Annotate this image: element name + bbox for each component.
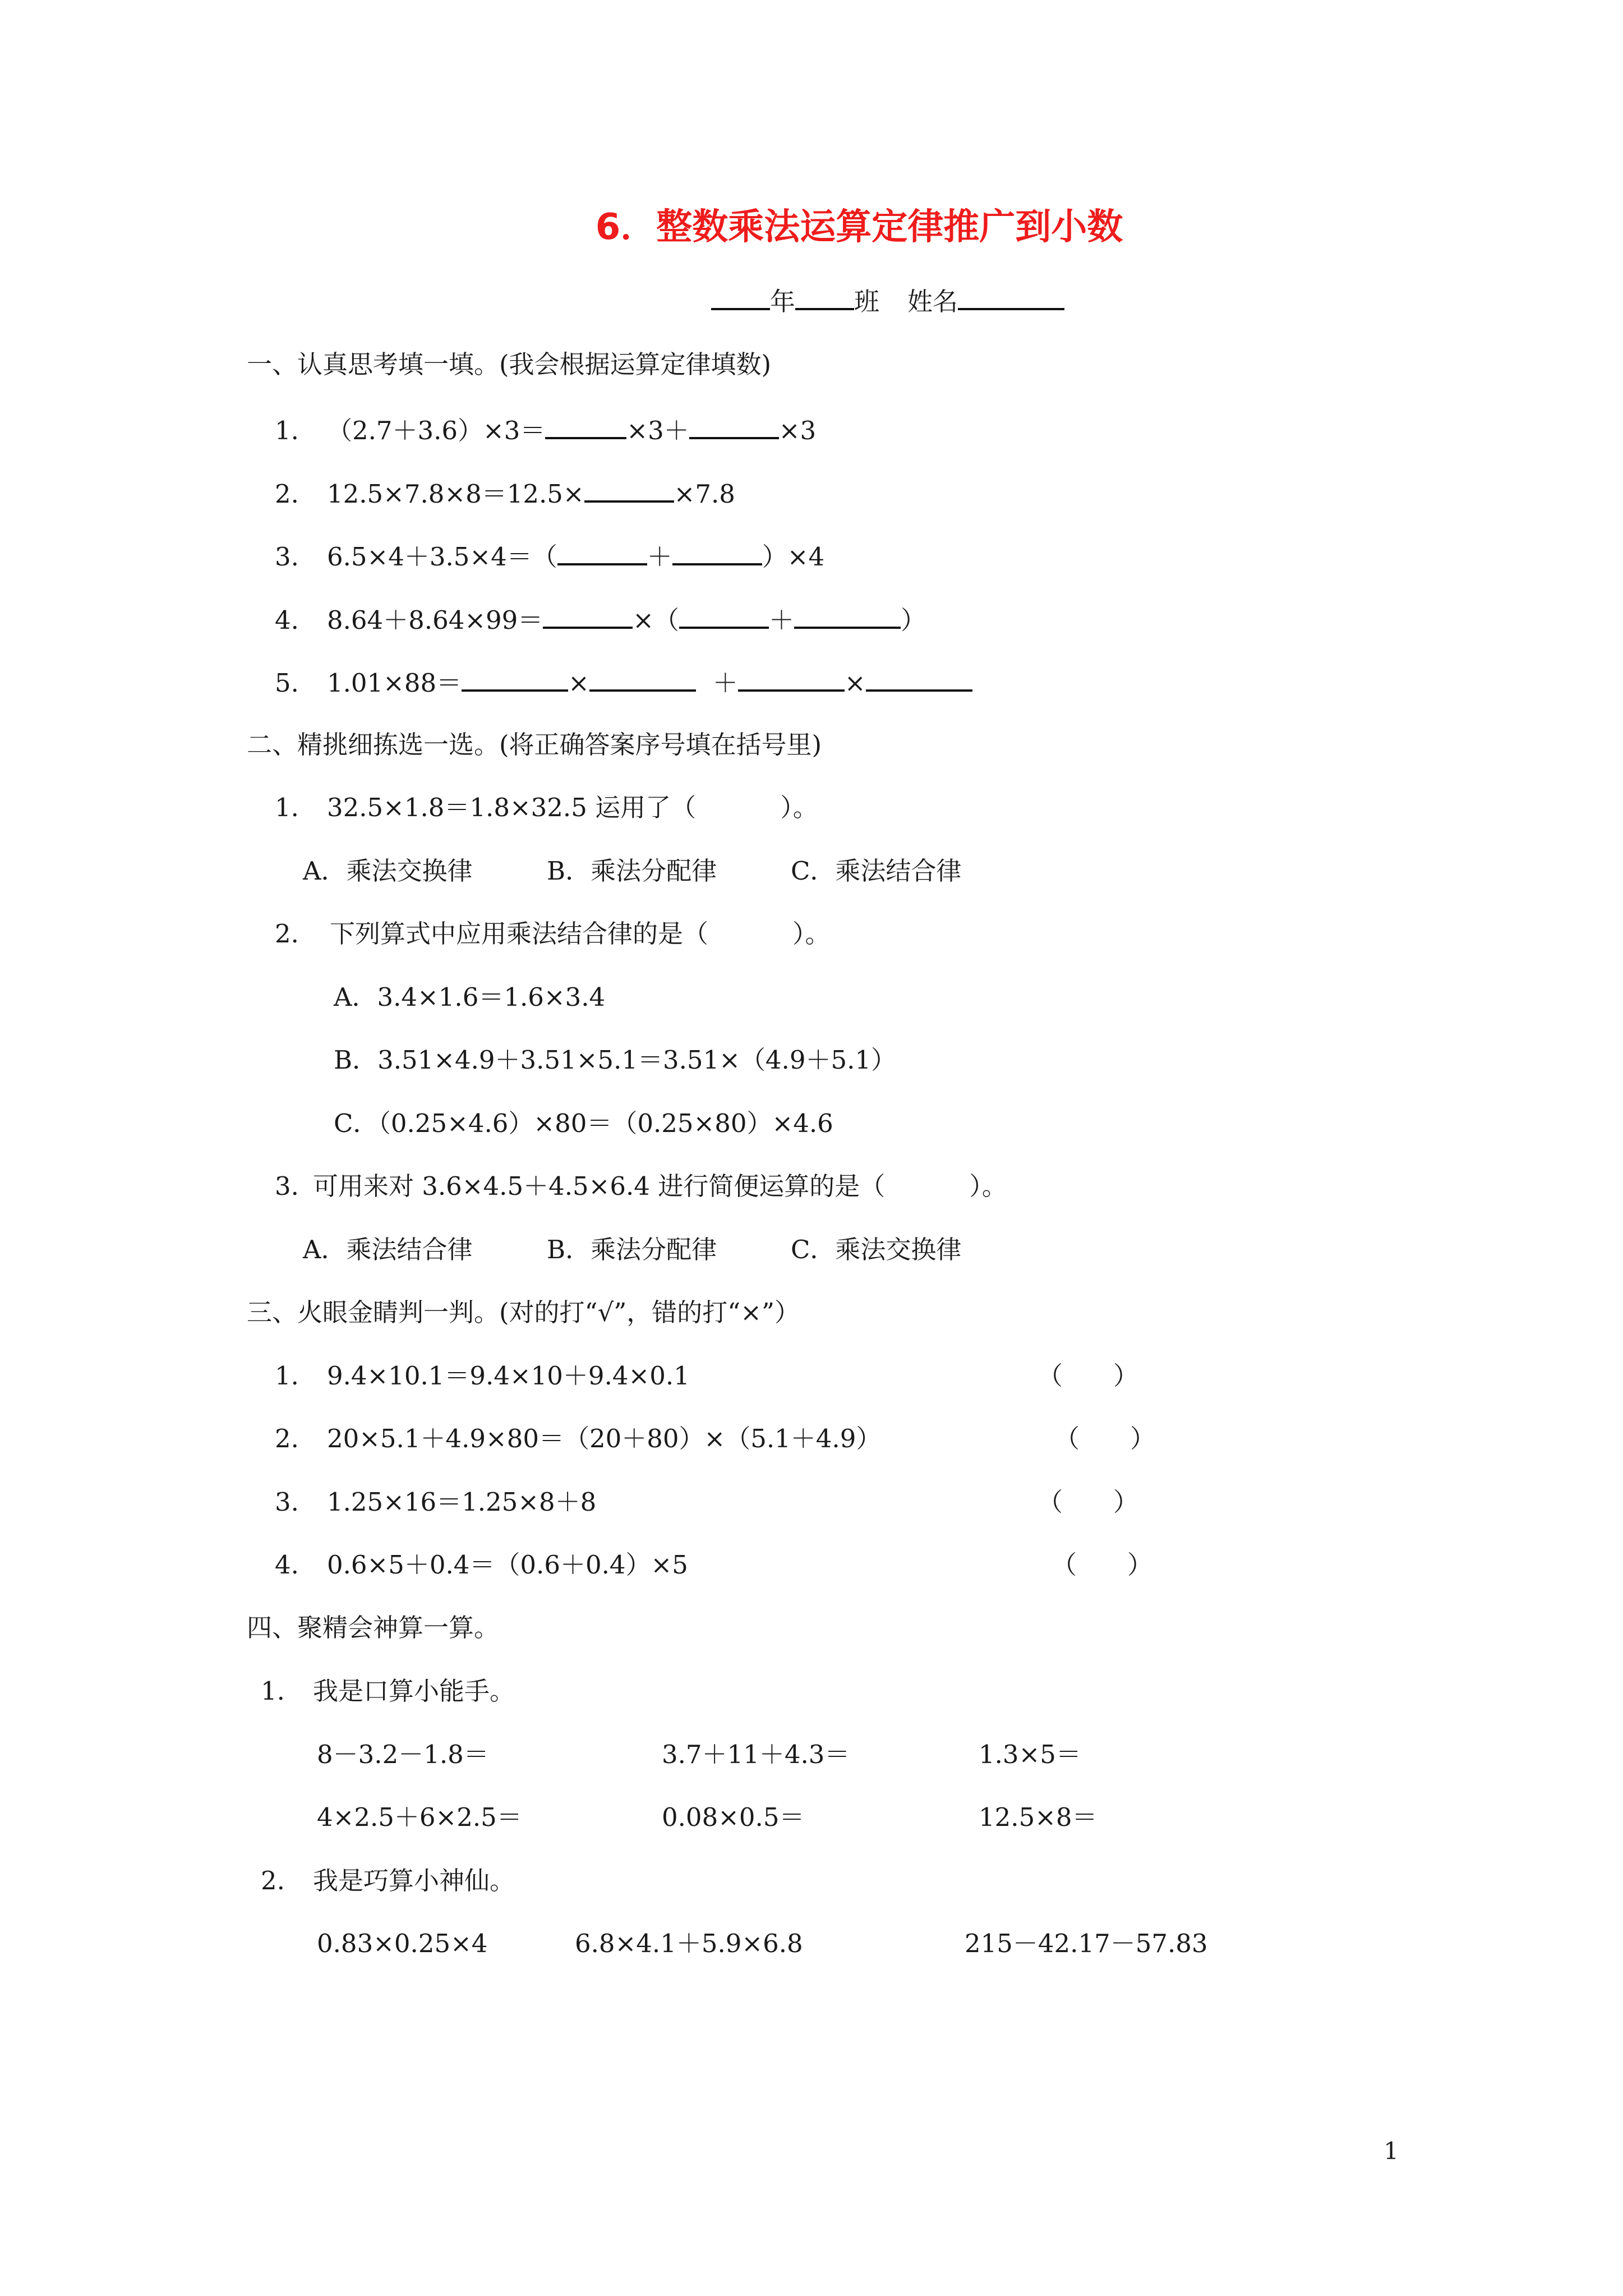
s3-item-4: 4. 0.6×5＋0.4＝（0.6＋0.4）×5 xyxy=(275,1550,688,1580)
class-label: 班 xyxy=(854,287,880,316)
s4-part-1-title: 1. 我是口算小能手。 xyxy=(261,1676,515,1706)
judge-bracket[interactable]: （ ） xyxy=(1038,1487,1139,1517)
s2-q3-option-b[interactable]: B．乘法分配律 xyxy=(547,1235,717,1264)
s2-q1-option-b[interactable]: B．乘法分配律 xyxy=(547,856,717,886)
clever-calc-item: 6.8×4.1＋5.9×6.8 xyxy=(575,1929,803,1958)
answer-blank[interactable] xyxy=(689,412,779,439)
s2-q2-option-a[interactable]: A．3.4×1.6＝1.6×3.4 xyxy=(334,982,606,1012)
section-4-heading: 四、聚精会神算一算。 xyxy=(247,1613,500,1642)
s4-part-2-title: 2. 我是巧算小神仙。 xyxy=(261,1866,515,1895)
s2-q3-option-c[interactable]: C．乘法交换律 xyxy=(791,1235,962,1264)
answer-blank[interactable] xyxy=(794,602,901,629)
answer-blank[interactable] xyxy=(672,539,762,565)
page-title: 6．整数乘法运算定律推广到小数 xyxy=(595,206,1123,248)
s1-item-3: 3. 6.5×4＋3.5×4＝（ ＋ ）×4 xyxy=(275,539,824,574)
s2-q3-option-a[interactable]: A．乘法结合律 xyxy=(303,1235,473,1264)
answer-blank[interactable] xyxy=(462,665,568,692)
s2-q2-option-b[interactable]: B．3.51×4.9＋3.51×5.1＝3.51×（4.9＋5.1） xyxy=(334,1045,897,1075)
oral-calc-item: 4×2.5＋6×2.5＝ xyxy=(317,1802,522,1832)
answer-blank[interactable] xyxy=(679,602,769,629)
oral-calc-item: 3.7＋11＋4.3＝ xyxy=(662,1740,850,1769)
page-number: 1 xyxy=(1384,2137,1399,2165)
answer-blank[interactable] xyxy=(557,539,647,565)
s2-q2-option-c[interactable]: C．（0.25×4.6）×80＝（0.25×80）×4.6 xyxy=(334,1108,833,1138)
answer-blank[interactable] xyxy=(866,665,972,692)
s3-item-2: 2. 20×5.1＋4.9×80＝（20＋80）×（5.1＋4.9） xyxy=(275,1424,882,1453)
clever-calc-item: 215－42.17－57.83 xyxy=(965,1929,1208,1958)
s2-q1-option-c[interactable]: C．乘法结合律 xyxy=(791,856,962,886)
answer-blank[interactable] xyxy=(589,665,696,692)
s1-item-2: 2. 12.5×7.8×8＝12.5× ×7.8 xyxy=(275,476,735,511)
section-3-heading: 三、火眼金睛判一判。(对的打“√”，错的打“×”） xyxy=(247,1297,800,1327)
s2-q1-option-a[interactable]: A．乘法交换律 xyxy=(303,856,473,886)
answer-blank[interactable] xyxy=(545,412,626,439)
s2-q2: 2. 下列算式中应用乘法结合律的是（ ）。 xyxy=(275,919,831,949)
s3-item-3: 3. 1.25×16＝1.25×8＋8 xyxy=(275,1487,597,1517)
judge-bracket[interactable]: （ ） xyxy=(1038,1361,1139,1391)
oral-calc-item: 0.08×0.5＝ xyxy=(662,1802,805,1832)
clever-calc-item: 0.83×0.25×4 xyxy=(317,1929,488,1958)
s1-item-5: 5. 1.01×88＝ × ＋ × xyxy=(275,665,972,700)
s1-item-4: 4. 8.64＋8.64×99＝ ×（ ＋ ） xyxy=(275,602,926,637)
oral-calc-item: 8－3.2－1.8＝ xyxy=(317,1740,489,1769)
judge-bracket[interactable]: （ ） xyxy=(1054,1424,1156,1453)
s2-q3: 3. 可用来对 3.6×4.5＋4.5×6.4 进行简便运算的是（ ）。 xyxy=(275,1171,1007,1201)
s1-item-1: 1. （2.7＋3.6）×3＝ ×3＋ ×3 xyxy=(275,412,816,448)
section-1-heading: 一、认真思考填一填。(我会根据运算定律填数) xyxy=(247,349,772,379)
student-info-line xyxy=(711,283,1064,319)
answer-blank[interactable] xyxy=(543,602,633,629)
oral-calc-item: 12.5×8＝ xyxy=(979,1802,1098,1832)
s2-q1: 1. 32.5×1.8＝1.8×32.5 运用了（ ）。 xyxy=(275,793,818,822)
judge-bracket[interactable]: （ ） xyxy=(1052,1550,1153,1580)
name-blank[interactable] xyxy=(958,283,1064,310)
name-label: 姓名 xyxy=(907,287,958,316)
answer-blank[interactable] xyxy=(584,476,674,503)
oral-calc-item: 1.3×5＝ xyxy=(979,1740,1081,1769)
s3-item-1: 1. 9.4×10.1＝9.4×10＋9.4×0.1 xyxy=(275,1361,690,1391)
section-2-heading: 二、精挑细拣选一选。(将正确答案序号填在括号里) xyxy=(247,730,822,760)
class-blank[interactable] xyxy=(795,283,854,310)
grade-blank[interactable] xyxy=(711,283,770,310)
grade-label: 年 xyxy=(770,287,796,316)
answer-blank[interactable] xyxy=(738,665,845,692)
